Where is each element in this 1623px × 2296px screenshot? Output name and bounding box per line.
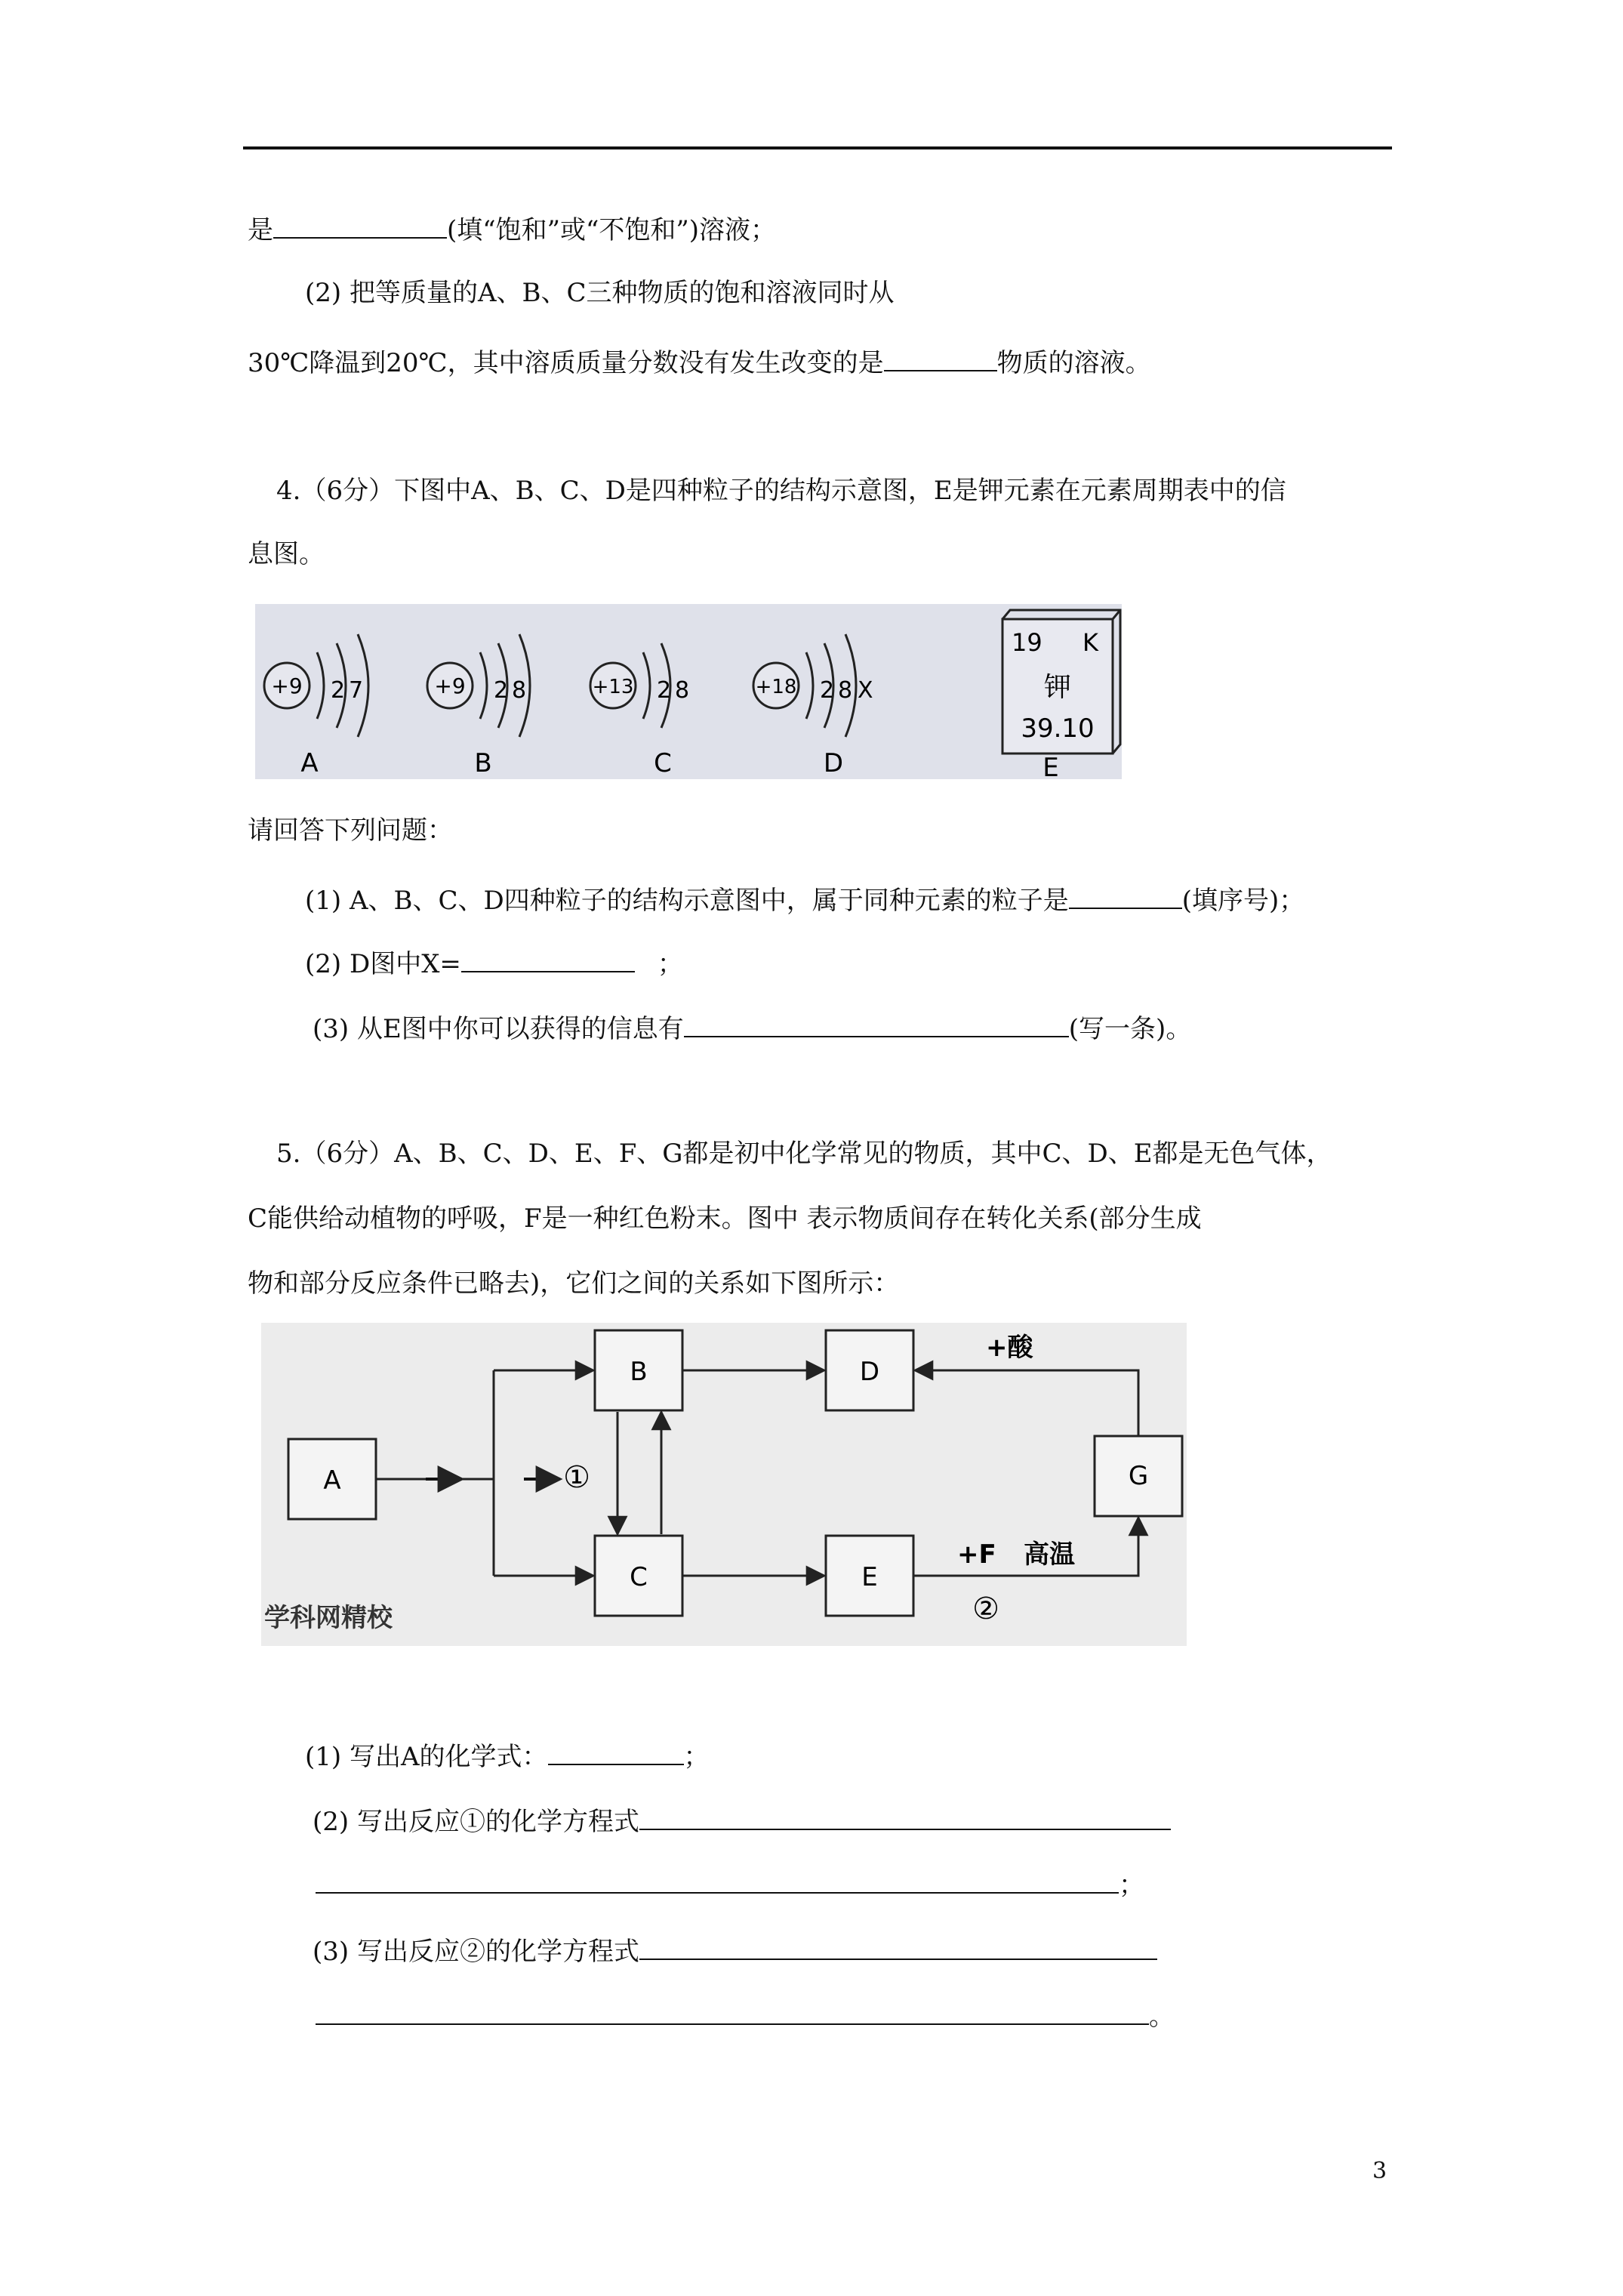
- atom-a-shell-1: 2: [331, 677, 346, 704]
- atom-c-label: C: [654, 748, 672, 778]
- q5-answer-blank-2[interactable]: [639, 1801, 1171, 1830]
- q4-answer-blank-1[interactable]: [1069, 880, 1182, 909]
- q3-line3: [248, 343, 1151, 380]
- q3-line3-text-b: 物质的溶液。: [996, 348, 1151, 378]
- q5-answer-blank-4[interactable]: [639, 1931, 1157, 1960]
- q3-line2: (2) 把等质量的A、B、C三种物质的饱和溶液同时从: [305, 278, 895, 308]
- label-f: +F: [957, 1539, 996, 1570]
- node-e-label: E: [861, 1562, 878, 1592]
- q5-sub1-text-b: ；: [683, 1742, 710, 1772]
- q5-sub1: [305, 1737, 710, 1774]
- q5-answer-blank-1[interactable]: [548, 1737, 684, 1765]
- q4-sub1-text-b: (填序号)；: [1181, 886, 1305, 916]
- atom-a-nucleus: +9: [271, 673, 303, 698]
- q4-sub1: [305, 880, 1304, 917]
- atom-a-label: A: [300, 748, 319, 778]
- element-name: 钾: [1043, 672, 1072, 703]
- q3-line1-text-a: 是: [248, 215, 273, 245]
- atom-d-label: D: [823, 748, 844, 778]
- atom-b-nucleus: +9: [434, 673, 466, 698]
- label-reaction-1: ①: [563, 1460, 590, 1495]
- q3-answer-blank-1[interactable]: [273, 210, 447, 239]
- label-reaction-2: ②: [972, 1592, 999, 1626]
- node-c-label: C: [630, 1562, 648, 1592]
- q5-stem-line3: 物和部分反应条件已略去)，它们之间的关系如下图所示：: [248, 1268, 900, 1299]
- q4-sub2-text-b: ；: [657, 949, 683, 979]
- q5-stem2-text-b: 末。图中 表示物质间存在转化关系(部分生成: [695, 1203, 1202, 1234]
- q5-answer-blank-5[interactable]: [316, 1996, 1149, 2025]
- q5-stem2-text-a: C能供给动植物的呼吸，F是一种红色粉: [248, 1203, 696, 1234]
- node-g-label: G: [1128, 1461, 1149, 1491]
- q5-sub3-end: 。: [1149, 2002, 1175, 2032]
- q4-sub3-text-b: (写一条)。: [1068, 1014, 1192, 1044]
- q5-sub1-text-a: (1) 写出A的化学式：: [305, 1742, 548, 1772]
- q3-answer-blank-2[interactable]: [884, 343, 997, 371]
- q5-sub3-cont: [316, 1996, 1175, 2033]
- label-acid: +酸: [986, 1333, 1033, 1363]
- atom-d-shell-2: 8: [838, 677, 853, 704]
- q4-answer-blank-2[interactable]: [461, 944, 635, 972]
- q5-answer-blank-3[interactable]: [316, 1865, 1119, 1894]
- q4-answer-blank-3[interactable]: [684, 1009, 1069, 1037]
- atom-c-nucleus: +13: [592, 676, 634, 698]
- atom-b-label: B: [474, 748, 492, 778]
- atom-b-shell-2: 8: [512, 677, 527, 704]
- element-symbol: K: [1083, 628, 1098, 657]
- q5-sub2-text: (2) 写出反应①的化学方程式: [313, 1807, 639, 1837]
- q4-sub2: [305, 944, 683, 981]
- q4-sub1-text-a: (1) A、B、C、D四种粒子的结构示意图中，属于同种元素的粒子是: [305, 886, 1069, 916]
- q3-line3-text-a: 30℃降温到20℃，其中溶质质量分数没有发生改变的是: [248, 348, 884, 378]
- node-a-label: A: [323, 1465, 341, 1496]
- q3-line1: [248, 210, 776, 247]
- atom-b-shell-1: 2: [494, 677, 509, 704]
- q4-sub2-text-a: (2) D图中X=: [305, 949, 461, 979]
- node-d-label: D: [859, 1357, 880, 1387]
- atom-c-shell-2: 8: [675, 677, 690, 704]
- atom-d-shell-1: 2: [820, 677, 835, 704]
- node-b-label: B: [630, 1357, 648, 1387]
- q5-sub3: [313, 1931, 1157, 1968]
- q3-line1-text-b: (填“饱和”或“不饱和”)溶液；: [447, 215, 777, 245]
- header-rule: [243, 146, 1392, 149]
- element-card-label: E: [1042, 753, 1059, 779]
- q5-sub2: [313, 1801, 1171, 1838]
- q4-prompt: 请回答下列问题：: [248, 815, 453, 846]
- q5-stem-line1: 5.（6分）A、B、C、D、E、F、G都是初中化学常见的物质，其中C、D、E都是无色气体，: [276, 1139, 1332, 1169]
- q5-sub2-end: ；: [1119, 1870, 1144, 1900]
- watermark-text: 学科网精校: [264, 1603, 393, 1633]
- atom-d-shell-3: X: [858, 677, 873, 704]
- label-high-temp: 高温: [1024, 1539, 1075, 1570]
- atom-d-nucleus: +18: [755, 676, 797, 698]
- atom-c-shell-1: 2: [657, 677, 672, 704]
- q4-sub3-text-a: (3) 从E图中你可以获得的信息有: [313, 1014, 684, 1044]
- q5-sub2-cont: [316, 1865, 1144, 1902]
- particle-structure-figure: [255, 604, 1122, 779]
- atom-a-shell-2: 7: [349, 677, 364, 704]
- conversion-diagram: [261, 1323, 1187, 1646]
- element-number: 19: [1012, 628, 1042, 657]
- q4-stem-line1: 4.（6分）下图中A、B、C、D是四种粒子的结构示意图，E是钾元素在元素周期表中的信: [276, 476, 1286, 506]
- element-mass: 39.10: [1021, 713, 1095, 744]
- q5-stem-line2: [248, 1202, 1202, 1235]
- q5-sub3-text: (3) 写出反应②的化学方程式: [313, 1937, 639, 1967]
- q4-stem-line2: 息图。: [248, 539, 325, 569]
- q4-sub3: [313, 1009, 1191, 1046]
- page-number: 3: [1372, 2158, 1387, 2184]
